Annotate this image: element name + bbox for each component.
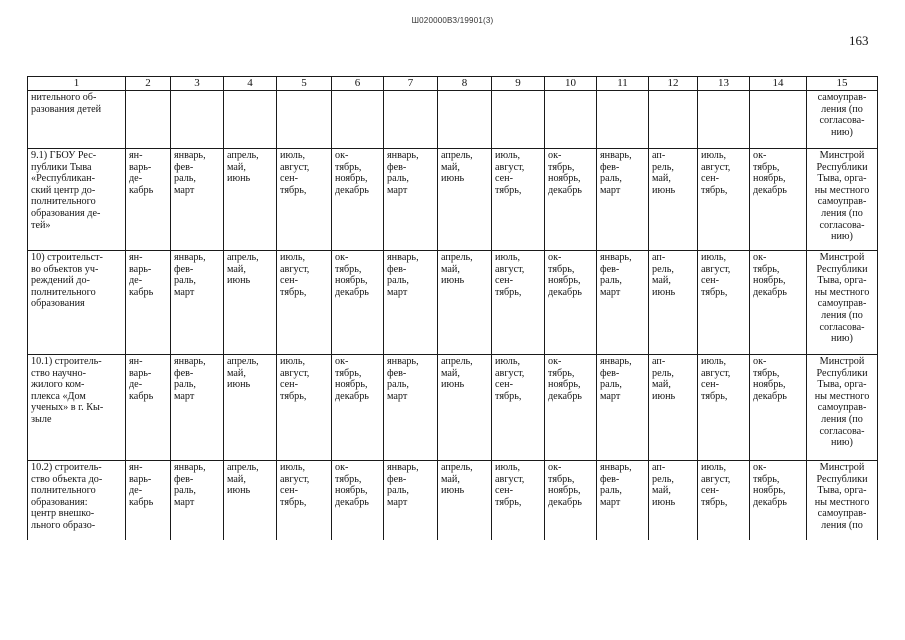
cell-text: апрель, май, июнь <box>227 356 259 391</box>
period-cell <box>384 461 438 541</box>
period-cell <box>277 91 332 149</box>
column-header: 12 <box>649 77 698 91</box>
period-cell <box>545 355 597 461</box>
period-cell <box>545 461 597 541</box>
cell-text: январь, фев- раль, март <box>174 252 206 298</box>
cell-text: 9.1) ГБОУ Рес- публики Тыва «Республикан- ский центр до- полнительного образования де- тей» <box>31 150 101 231</box>
period-cell <box>492 149 545 251</box>
period-cell <box>698 149 750 251</box>
period-cell <box>277 461 332 541</box>
cell-text: январь, фев- раль, март <box>174 356 206 402</box>
cell-text: апрель, май, июнь <box>227 462 259 497</box>
cell-text: нительного об- разования детей <box>31 92 102 115</box>
period-cell <box>698 461 750 541</box>
column-header: 13 <box>698 77 750 91</box>
period-cell <box>597 91 649 149</box>
period-cell <box>545 91 597 149</box>
cell-text: апрель, май, июнь <box>441 150 473 185</box>
cell-text: июль, август, сен- тябрь, <box>701 356 731 402</box>
period-cell <box>492 251 545 355</box>
cell-text: ок- тябрь, ноябрь, декабрь <box>753 150 787 196</box>
cell-text: ок- тябрь, ноябрь, декабрь <box>335 252 369 298</box>
period-cell <box>171 91 224 149</box>
activity-cell <box>28 91 126 149</box>
activity-cell <box>28 149 126 251</box>
period-cell <box>649 251 698 355</box>
cell-text: январь, фев- раль, март <box>174 150 206 196</box>
cell-text: июль, август, сен- тябрь, <box>495 356 525 402</box>
period-cell <box>224 91 277 149</box>
period-cell <box>171 461 224 541</box>
cell-text: ян- варь- де- кабрь <box>129 150 154 196</box>
cell-text: июль, август, сен- тябрь, <box>280 462 310 508</box>
cell-text: апрель, май, июнь <box>441 252 473 287</box>
period-cell <box>438 355 492 461</box>
table-row <box>28 355 878 461</box>
period-cell <box>545 251 597 355</box>
period-cell <box>597 251 649 355</box>
cell-text: Минстрой Республики Тыва, орга- ны местного самоуправ- ления (по согласова- нию) <box>814 356 870 449</box>
cell-text: ок- тябрь, ноябрь, декабрь <box>335 462 369 508</box>
period-cell <box>597 355 649 461</box>
column-header: 11 <box>597 77 649 91</box>
cell-text: январь, фев- раль, март <box>174 462 206 508</box>
period-cell <box>438 251 492 355</box>
cell-text: апрель, май, июнь <box>227 252 259 287</box>
cell-text: ап- рель, май, июнь <box>652 462 676 508</box>
period-cell <box>171 355 224 461</box>
period-cell <box>277 355 332 461</box>
period-cell <box>332 461 384 541</box>
column-header: 6 <box>332 77 384 91</box>
cell-text: июль, август, сен- тябрь, <box>701 150 731 196</box>
period-cell <box>171 251 224 355</box>
period-cell <box>698 91 750 149</box>
cell-text: Минстрой Республики Тыва, орга- ны местного самоуправ- ления (по согласова- нию) <box>814 150 870 243</box>
cell-text: самоуправ- ления (по согласова- нию) <box>817 92 867 138</box>
period-cell <box>384 355 438 461</box>
cell-text: январь, фев- раль, март <box>387 356 419 402</box>
period-cell <box>126 251 171 355</box>
table-body <box>28 91 878 541</box>
period-cell <box>698 355 750 461</box>
period-cell <box>649 91 698 149</box>
cell-text: январь, фев- раль, март <box>387 150 419 196</box>
cell-text: ок- тябрь, ноябрь, декабрь <box>753 252 787 298</box>
period-cell <box>332 355 384 461</box>
cell-text: ян- варь- де- кабрь <box>129 252 154 298</box>
cell-text: ап- рель, май, июнь <box>652 356 676 402</box>
period-cell <box>126 355 171 461</box>
period-cell <box>224 251 277 355</box>
period-cell <box>649 461 698 541</box>
column-header: 5 <box>277 77 332 91</box>
cell-text: июль, август, сен- тябрь, <box>280 252 310 298</box>
period-cell <box>750 355 807 461</box>
period-cell <box>224 355 277 461</box>
cell-text: Минстрой Республики Тыва, орга- ны местного самоуправ- ления (по <box>814 462 870 531</box>
table-row <box>28 149 878 251</box>
table-row <box>28 461 878 541</box>
cell-text: январь, фев- раль, март <box>600 356 632 402</box>
responsible-cell <box>807 149 878 251</box>
period-cell <box>224 149 277 251</box>
cell-text: 10) строительст- во объектов уч- реждений до- полнительного образования <box>31 252 103 310</box>
period-cell <box>277 149 332 251</box>
cell-text: январь, фев- раль, март <box>600 462 632 508</box>
cell-text: ок- тябрь, ноябрь, декабрь <box>335 150 369 196</box>
responsible-cell <box>807 251 878 355</box>
cell-text: ян- варь- де- кабрь <box>129 462 154 508</box>
cell-text: январь, фев- раль, март <box>387 252 419 298</box>
period-cell <box>438 149 492 251</box>
period-cell <box>492 355 545 461</box>
cell-text: июль, август, сен- тябрь, <box>495 462 525 508</box>
cell-text: ап- рель, май, июнь <box>652 150 676 196</box>
period-cell <box>750 251 807 355</box>
period-cell <box>438 461 492 541</box>
cell-text: апрель, май, июнь <box>227 150 259 185</box>
period-cell <box>750 91 807 149</box>
cell-text: январь, фев- раль, март <box>387 462 419 508</box>
responsible-cell <box>807 355 878 461</box>
period-cell <box>332 149 384 251</box>
period-cell <box>750 149 807 251</box>
column-header: 4 <box>224 77 277 91</box>
period-cell <box>277 251 332 355</box>
cell-text: ян- варь- де- кабрь <box>129 356 154 402</box>
period-cell <box>492 461 545 541</box>
cell-text: январь, фев- раль, март <box>600 252 632 298</box>
activity-cell <box>28 251 126 355</box>
cell-text: июль, август, сен- тябрь, <box>495 252 525 298</box>
column-header: 10 <box>545 77 597 91</box>
period-cell <box>698 251 750 355</box>
period-cell <box>126 91 171 149</box>
period-cell <box>171 149 224 251</box>
period-cell <box>384 251 438 355</box>
period-cell <box>224 461 277 541</box>
cell-text: январь, фев- раль, март <box>600 150 632 196</box>
cell-text: ок- тябрь, ноябрь, декабрь <box>753 462 787 508</box>
cell-text: ок- тябрь, ноябрь, декабрь <box>548 356 582 402</box>
column-header: 2 <box>126 77 171 91</box>
column-header: 9 <box>492 77 545 91</box>
cell-text: ок- тябрь, ноябрь, декабрь <box>753 356 787 402</box>
column-header: 15 <box>807 77 878 91</box>
cell-text: июль, август, сен- тябрь, <box>280 356 310 402</box>
cell-text: Минстрой Республики Тыва, орга- ны местного самоуправ- ления (по согласова- нию) <box>814 252 870 345</box>
schedule-table <box>27 76 878 540</box>
table-row <box>28 251 878 355</box>
cell-text: июль, август, сен- тябрь, <box>280 150 310 196</box>
period-cell <box>126 149 171 251</box>
cell-text: ок- тябрь, ноябрь, декабрь <box>548 252 582 298</box>
period-cell <box>750 461 807 541</box>
cell-text: ок- тябрь, ноябрь, декабрь <box>548 462 582 508</box>
period-cell <box>649 149 698 251</box>
table-row <box>28 91 878 149</box>
period-cell <box>126 461 171 541</box>
period-cell <box>332 251 384 355</box>
cell-text: ок- тябрь, ноябрь, декабрь <box>335 356 369 402</box>
column-header: 14 <box>750 77 807 91</box>
period-cell <box>492 91 545 149</box>
column-header: 7 <box>384 77 438 91</box>
cell-text: апрель, май, июнь <box>441 356 473 391</box>
cell-text: июль, август, сен- тябрь, <box>701 252 731 298</box>
column-header: 8 <box>438 77 492 91</box>
table-header-row <box>28 77 878 91</box>
period-cell <box>597 461 649 541</box>
cell-text: ап- рель, май, июнь <box>652 252 676 298</box>
period-cell <box>332 91 384 149</box>
responsible-cell <box>807 461 878 541</box>
period-cell <box>384 149 438 251</box>
cell-text: апрель, май, июнь <box>441 462 473 497</box>
activity-cell <box>28 355 126 461</box>
period-cell <box>649 355 698 461</box>
cell-text: ок- тябрь, ноябрь, декабрь <box>548 150 582 196</box>
cell-text: 10.1) строитель- ство научно- жилого ком- плекса «Дом ученых» в г. Кы- зыле <box>31 356 104 425</box>
period-cell <box>545 149 597 251</box>
column-header: 3 <box>171 77 224 91</box>
cell-text: июль, август, сен- тябрь, <box>495 150 525 196</box>
period-cell <box>438 91 492 149</box>
responsible-cell <box>807 91 878 149</box>
period-cell <box>597 149 649 251</box>
document-id: Ш020000ВЗ/19901(3) <box>411 16 494 25</box>
period-cell <box>384 91 438 149</box>
page-number: 163 <box>849 33 869 48</box>
cell-text: 10.2) строитель- ство объекта до- полнительного образования: центр внешко- льного образо- <box>31 462 103 531</box>
column-header: 1 <box>28 77 126 91</box>
cell-text: июль, август, сен- тябрь, <box>701 462 731 508</box>
activity-cell <box>28 461 126 541</box>
